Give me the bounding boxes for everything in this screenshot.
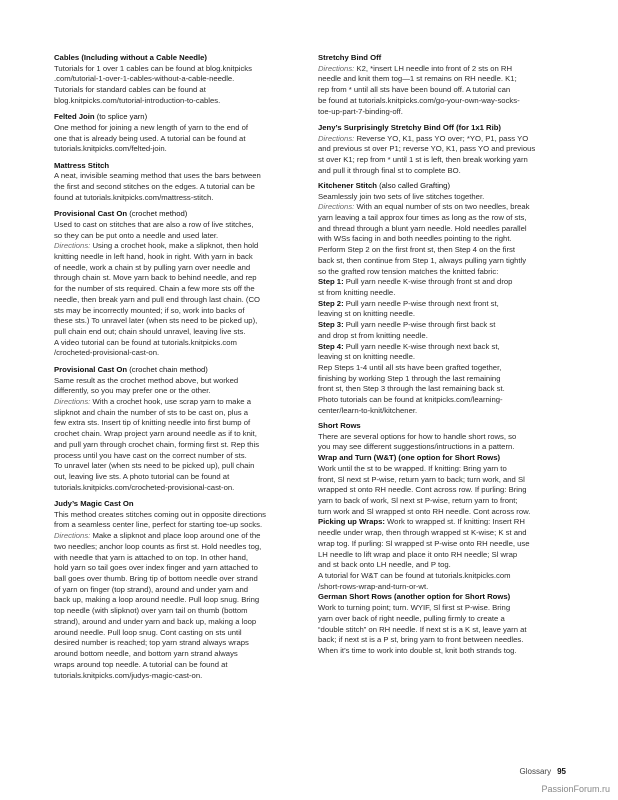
section-heading: Mattress Stitch xyxy=(54,160,110,170)
jenys-bind-off-section xyxy=(318,123,570,177)
section-heading: Jeny’s Surprisingly Stretchy Bind Off (for 1x1 Rib) xyxy=(318,122,501,132)
section-heading: Judy’s Magic Cast On xyxy=(54,499,134,508)
watermark: PassionForum.ru xyxy=(541,784,610,794)
subheading-german-short-rows: German Short Rows (another option for Short Rows) xyxy=(318,592,511,602)
step-4: Step 4: Pull yarn needle K-wise through next back st, xyxy=(318,341,500,351)
mattress-stitch-section xyxy=(54,161,312,204)
provisional-chain-method-section xyxy=(54,365,312,494)
footer-label: Glossary xyxy=(519,767,552,776)
section-heading: Stretchy Bind Off xyxy=(318,53,382,62)
body-text: Tutorials for 1 over 1 cables can be found at blog.knitpicks .com/tutorial-1-over-1-cables-without-a-cable-needle. Tutorials for standard cables can be found at blog.knitpicks.com/tutorial-introduction-to-cables. xyxy=(54,63,252,105)
body-text: Directions: Reverse YO, K1, pass YO over; *YO, P1, pass YO and previous st over P1; reverse YO, K1, pass YO and previous st over K1; rep from * until 1 st is left, then break working yarn and pull it through final st to complete BO. xyxy=(318,133,536,175)
body-text: There are several options for how to handle short rows, so you may see different suggestions/intructions in a pattern. Wrap and Turn (W&T) (one option for Short Rows) Work until the st to be wrapped. If knitting: Bring yarn to front, Sl next st P-wise, return yarn to back; turn work, and Sl wrapped st onto RH needle. Cont across row. If purling: Bring yarn to back of work, Sl next st P-wise, return yarn to front; turn work and Sl wrapped st onto RH needle. Cont across row. Picking up Wraps: Work to wrapped st. If knitting: Insert RH needle under wrap, then through wrapped st K-wise; K st and wrap tog. If purling: Sl wrapped st P-wise onto RH needle, use LH needle to lift wrap and place it onto RH needle; Sl wrap and st back onto LH needle, and P tog. A tutorial for W&T can be found at tutorials.knitpicks.com /short-rows-wrap-and-turn-or-wt. German Short Rows (another option for Short Rows) Work to turning point; turn. WYIF, Sl first st P-wise. Bring yarn over back of right needle, pulling firmly to create a “double stitch” on RH needle. If next st is a K st, leave yarn at back; if next st is a P st, bring yarn to front between needles. When it’s time to work into double st, knit both strands tog. xyxy=(318,432,570,657)
page-number: 95 xyxy=(557,767,566,776)
step-1: Step 1: Pull yarn needle K-wise through front st and drop xyxy=(318,277,513,287)
cables-section xyxy=(54,53,312,107)
body-text: Directions: K2, *insert LH needle into front of 2 sts on RH needle and knit them tog—1 st remains on RH needle. K1; rep from * until all sts have been bound off. A tutorial can be found at tutorials.knitpicks.com/go-your-own-way-socks- toe-up-part-7-binding-off. xyxy=(318,63,520,116)
section-heading: Kitchener Stitch (also called Grafting) xyxy=(318,180,451,190)
body-text: Seamlessly join two sets of live stitches together. Directions: With an equal number of sts on two needles, break yarn leaving a tail approx four times as long as the row of sts, and thread through a blunt yarn needle. Hold needles parallel with WSs facing in and both needles pointing to the right. Perform Step 2 on the first front st, then Step 4 on the first back st, then continue from Step 1, always pulling yarn tightly so the grafted row tension matches the knitted fabric: Step 1: Pull yarn needle K-wise through front st and drop st from knitting needle. Step 2: Pull yarn needle P-wise through next front st, leaving st on knitting needle. Step 3: Pull yarn needle P-wise through first back st and drop st from knitting needle. Step 4: Pull yarn needle K-wise through next back st, leaving st on knitting needle. Rep Steps 1-4 until all sts have been grafted together, finishing by working Step 1 through the last remaining front st, then Step 3 through the last remaining back st. Photo tutorials can be found at knitpicks.com/learning- center/learn-to-knit/kitchener. xyxy=(318,192,570,417)
body-text: Used to cast on stitches that are also a row of live stitches, so they can be put onto a needle and used later. Directions: Using a crochet hook, make a slipknot, then hold knitting needle in left hand, hook in right. With yarn in back of needle, work a chain st by pulling yarn over needle and through chain st. Move yarn back to behind needle, and rep for the number of sts required. Chain a few more sts off the needle, then break yarn and pull end through last chain. (CO sts may be incorrectly mounted; if so, work into backs of these sts.) To unravel later (when sts need to be picked up), pull chain end out; chain should unravel, leaving live sts. A video tutorial can be found at tutorials.knitpicks.com /crocheted-provisional-cast-on. xyxy=(54,219,260,358)
step-2: Step 2: Pull yarn needle P-wise through next front st, xyxy=(318,298,499,308)
section-heading: Provisional Cast On (crochet method) xyxy=(54,209,188,219)
subheading-wrap-and-turn: Wrap and Turn (W&T) (one option for Short Rows) xyxy=(318,453,501,463)
section-heading: Felted Join (to splice yarn) xyxy=(54,112,148,122)
right-column xyxy=(318,53,570,662)
body-text: A neat, invisible seaming method that uses the bars between the first and second stitches on the edges. A tutorial can be found at tutorials.knitpicks.com/mattress-stitch. xyxy=(54,171,261,202)
kitchener-stitch-section xyxy=(318,181,570,417)
provisional-crochet-method-section xyxy=(54,209,312,359)
body-text: This method creates stitches coming out in opposite directions from a seamless center line, perfect for starting toe-up socks. Directions: Make a slipknot and place loop around one of the two needles; anchor loop counts as first st. Hold needles tog, with needle that yarn is attached to on top. In other hand, hold yarn so tail goes over index finger and yarn attached to ball goes over thumb. Bring tip of bottom needle over strand of yarn on finger (top strand), around and under yarn and back up, making a loop around needle. Pull loop snug. Bring top needle (with slipknot) over yarn tail on thumb (bottom strand), around and under yarn and back up, making a loop around needle. Pull loop snug. Cont casting on sts until desired number is reached; top yarn strand always wraps around bottom needle, and bottom yarn strand always wraps around top needle. A tutorial can be found at tutorials.knitpicks.com/judys-magic-cast-on. xyxy=(54,509,266,680)
body-text: One method for joining a new length of yarn to the end of one that is already being used. A tutorial can be found at tutorials.knitpicks.com/felted-join. xyxy=(54,122,249,154)
body-text: Same result as the crochet method above, but worked differently, so you may prefer one or the other. Directions: With a crochet hook, use scrap yarn to make a slipknot and chain the number of sts to be cast on, plus a few extra sts. Insert tip of knitting needle into first bump of crochet chain. Wrap project yarn around needle as if to knit, and pull yarn through crochet chain, forming first st. Rep this process until you have cast on the correct number of sts. To unravel later (when sts need to be picked up), pull chain out, leaving live sts. A photo tutorial can be found at tutorials.knitpicks.com/crocheted-provisional-cast-on. xyxy=(54,375,260,492)
felted-join-section xyxy=(54,112,312,155)
page-footer xyxy=(520,767,566,776)
stretchy-bind-off-section xyxy=(318,53,570,117)
step-3: Step 3: Pull yarn needle P-wise through first back st xyxy=(318,320,496,330)
section-heading: Short Rows xyxy=(318,420,361,430)
short-rows-section xyxy=(318,421,570,657)
judys-magic-cast-on-section xyxy=(54,499,312,681)
left-column xyxy=(54,53,312,687)
section-heading: Cables (Including without a Cable Needle) xyxy=(54,53,207,62)
section-heading: Provisional Cast On (crochet chain method) xyxy=(54,364,208,374)
